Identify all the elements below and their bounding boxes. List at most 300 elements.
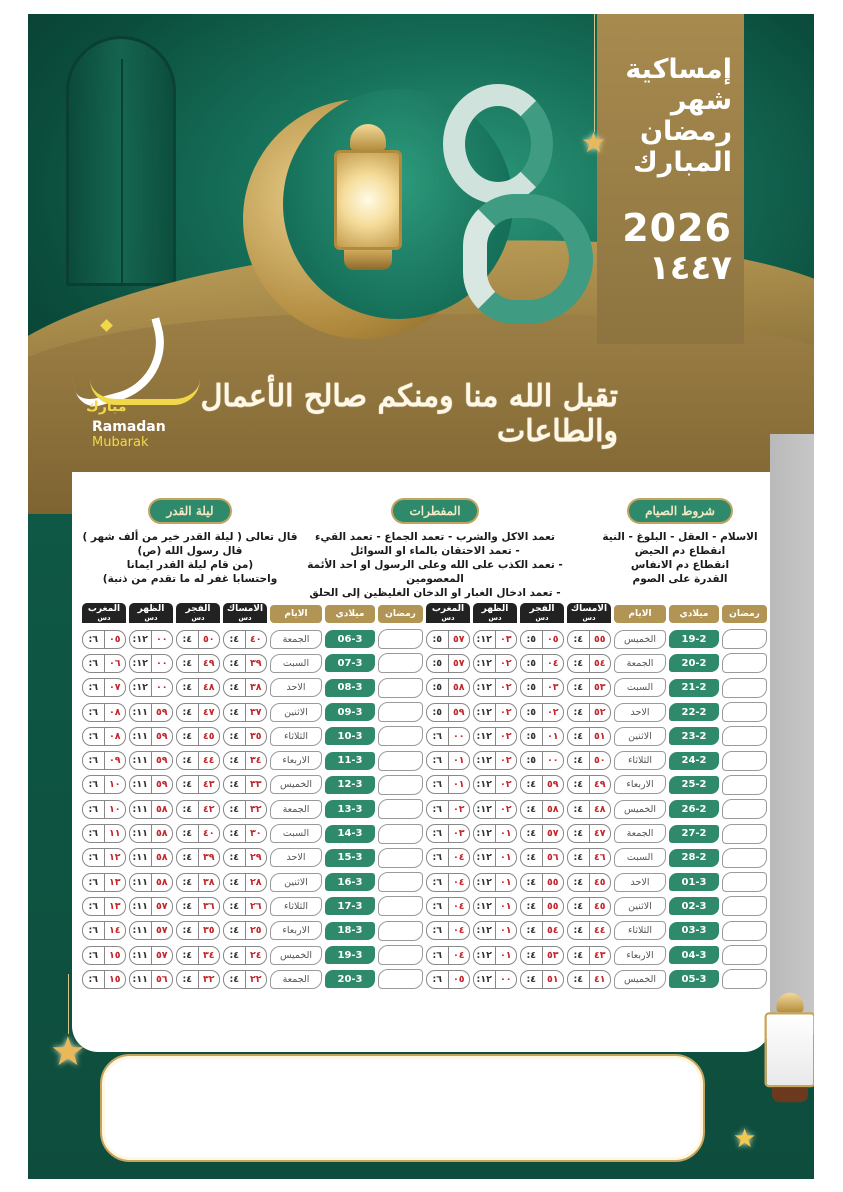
header-gregorian: ميلادي	[325, 605, 375, 623]
ramadan-day-field[interactable]	[722, 653, 767, 673]
hours: ٤:	[176, 824, 199, 843]
time-maghrib	[426, 678, 470, 697]
minutes: ٤٣	[590, 946, 612, 965]
ramadan-day-field[interactable]	[378, 799, 423, 819]
hours: ١٢:	[473, 897, 496, 916]
time-fajr	[520, 630, 564, 649]
minutes: ٥٧	[449, 630, 471, 649]
gregorian-date: 19-2	[669, 630, 719, 648]
minutes: ٠١	[449, 775, 471, 794]
hours: ٤:	[176, 751, 199, 770]
time-imsak	[567, 775, 611, 794]
time-dhuhr	[473, 630, 517, 649]
hours: ١١:	[129, 800, 152, 819]
minutes: ٣٨	[246, 678, 268, 697]
time-dhuhr	[473, 897, 517, 916]
minutes: ٤٠	[246, 630, 268, 649]
hours: ٦:	[82, 946, 105, 965]
minutes: ٠٣	[543, 678, 565, 697]
minutes: ٣٥	[199, 921, 221, 940]
time-fajr	[176, 751, 220, 770]
time-dhuhr	[473, 727, 517, 746]
header-maghrib: المغرب دس	[82, 603, 126, 623]
hours: ١٢:	[473, 873, 496, 892]
gregorian-date: 25-2	[669, 776, 719, 794]
minutes: ٥٧	[152, 946, 174, 965]
hours: ١١:	[129, 921, 152, 940]
table-row	[78, 748, 423, 772]
time-dhuhr	[129, 727, 173, 746]
hours: ٦:	[426, 775, 449, 794]
ramadan-day-field[interactable]	[722, 969, 767, 989]
minutes: ٤٧	[199, 703, 221, 722]
header-fajr: الفجر دس	[176, 603, 220, 623]
hours: ٥:	[520, 751, 543, 770]
hours: ٤:	[567, 703, 590, 722]
table-row	[78, 919, 423, 943]
minutes: ٠١	[496, 824, 518, 843]
ramadan-day-field[interactable]	[378, 921, 423, 941]
weekday: الاحد	[614, 873, 666, 892]
hours: ٤:	[223, 921, 246, 940]
weekday: الخميس	[614, 970, 666, 989]
time-fajr	[520, 921, 564, 940]
time-dhuhr	[129, 630, 173, 649]
time-imsak	[223, 751, 267, 770]
gregorian-date: 21-2	[669, 679, 719, 697]
section-line: انقطاع دم الانفاس	[630, 559, 730, 571]
gregorian-date: 02-3	[669, 897, 719, 915]
minutes: ٣٤	[246, 751, 268, 770]
hours: ٦:	[82, 678, 105, 697]
section-line: (من قام ليلة القدر ايمانا	[126, 559, 254, 571]
table-row	[422, 894, 767, 918]
ramadan-day-field[interactable]	[722, 702, 767, 722]
time-maghrib	[426, 630, 470, 649]
logo-english-line2: Mubarak	[92, 435, 149, 450]
time-imsak	[223, 775, 267, 794]
hours: ٦:	[426, 727, 449, 746]
ramadan-day-field[interactable]	[378, 896, 423, 916]
time-dhuhr	[129, 824, 173, 843]
minutes: ١٤	[105, 921, 127, 940]
section-fasting-conditions	[595, 498, 765, 586]
table-row	[422, 919, 767, 943]
hours: ٤:	[567, 946, 590, 965]
star-icon: ★	[733, 1124, 757, 1154]
time-dhuhr	[129, 654, 173, 673]
gregorian-date: 12-3	[325, 776, 375, 794]
weekday: الجمعة	[270, 800, 322, 819]
side-gray-bar	[770, 434, 814, 1034]
minutes: ٥٩	[152, 727, 174, 746]
hours: ٤:	[223, 630, 246, 649]
weekday: الجمعة	[270, 970, 322, 989]
time-maghrib	[82, 727, 126, 746]
ramadan-day-field[interactable]	[722, 848, 767, 868]
minutes: ٠٠	[543, 751, 565, 770]
gregorian-date: 07-3	[325, 654, 375, 672]
header-day: الايام	[270, 605, 322, 623]
hours: ٤:	[176, 678, 199, 697]
time-maghrib	[426, 654, 470, 673]
minutes: ٢٦	[246, 897, 268, 916]
ramadan-day-field[interactable]	[722, 896, 767, 916]
time-fajr	[176, 727, 220, 746]
time-fajr	[520, 727, 564, 746]
hours: ٦:	[82, 897, 105, 916]
hours: ٦:	[82, 654, 105, 673]
hours: ٤:	[223, 727, 246, 746]
header-fajr: الفجر دس	[520, 603, 564, 623]
weekday: الاربعاء	[614, 775, 666, 794]
time-imsak	[567, 630, 611, 649]
hours: ٤:	[223, 946, 246, 965]
hours: ١١:	[129, 970, 152, 989]
time-imsak	[223, 678, 267, 697]
time-fajr	[176, 775, 220, 794]
table-header	[78, 603, 423, 623]
time-maghrib	[82, 678, 126, 697]
hours: ٦:	[426, 824, 449, 843]
hours: ٥:	[520, 630, 543, 649]
hours: ١٢:	[473, 727, 496, 746]
minutes: ٥٧	[152, 897, 174, 916]
time-dhuhr	[473, 970, 517, 989]
minutes: ٤٤	[590, 921, 612, 940]
minutes: ٣٥	[246, 727, 268, 746]
hours: ٤:	[223, 848, 246, 867]
ramadan-day-field[interactable]	[722, 799, 767, 819]
ramadan-day-field[interactable]	[722, 872, 767, 892]
section-fast-invalidators	[290, 498, 580, 600]
minutes: ٥٥	[543, 873, 565, 892]
gregorian-date: 15-3	[325, 849, 375, 867]
minutes: ٣٨	[199, 873, 221, 892]
time-dhuhr	[129, 897, 173, 916]
hours: ٤:	[223, 751, 246, 770]
table-row	[78, 943, 423, 967]
time-imsak	[223, 921, 267, 940]
ramadan-day-field[interactable]	[722, 629, 767, 649]
time-maghrib	[426, 848, 470, 867]
hours: ٤:	[520, 800, 543, 819]
minutes: ٤٩	[199, 654, 221, 673]
hours: ٤:	[176, 873, 199, 892]
time-imsak	[567, 703, 611, 722]
hours: ٤:	[223, 703, 246, 722]
weekday: الاثنين	[614, 727, 666, 746]
minutes: ٠٨	[105, 703, 127, 722]
time-imsak	[223, 873, 267, 892]
time-maghrib	[426, 751, 470, 770]
hours: ٦:	[426, 751, 449, 770]
hours: ٤:	[223, 970, 246, 989]
minutes: ٠٥	[449, 970, 471, 989]
section-line: انقطاع دم الحيض	[634, 545, 726, 557]
title-line: رمضان	[639, 116, 732, 147]
hours: ٦:	[426, 897, 449, 916]
time-imsak	[223, 654, 267, 673]
ramadan-day-field[interactable]	[378, 629, 423, 649]
section-line: قال رسول الله (ص)	[137, 545, 243, 557]
minutes: ٥٧	[449, 654, 471, 673]
time-maghrib	[426, 946, 470, 965]
section-title-badge: شروط الصيام	[627, 498, 733, 524]
time-imsak	[223, 970, 267, 989]
hours: ٦:	[82, 824, 105, 843]
time-maghrib	[426, 703, 470, 722]
time-fajr	[176, 970, 220, 989]
minutes: ٣٧	[246, 703, 268, 722]
table-row	[422, 797, 767, 821]
time-imsak	[223, 630, 267, 649]
header-gregorian: ميلادي	[669, 605, 719, 623]
minutes: ٤٩	[590, 775, 612, 794]
hours: ١١:	[129, 727, 152, 746]
minutes: ٠٣	[496, 630, 518, 649]
minutes: ٠١	[496, 946, 518, 965]
gregorian-date: 10-3	[325, 727, 375, 745]
weekday: الخميس	[614, 800, 666, 819]
weekday: الاحد	[270, 848, 322, 867]
minutes: ٢٨	[246, 873, 268, 892]
minutes: ٣٠	[246, 824, 268, 843]
hours: ١١:	[129, 824, 152, 843]
minutes: ٠٤	[449, 946, 471, 965]
ramadan-day-field[interactable]	[378, 751, 423, 771]
minutes: ١٣	[105, 897, 127, 916]
minutes: ١٥	[105, 946, 127, 965]
time-imsak	[567, 921, 611, 940]
minutes: ٥٩	[152, 775, 174, 794]
time-dhuhr	[473, 921, 517, 940]
gregorian-date: 09-3	[325, 703, 375, 721]
minutes: ٥٣	[543, 946, 565, 965]
time-imsak	[567, 678, 611, 697]
hours: ١١:	[129, 848, 152, 867]
hours: ٤:	[567, 848, 590, 867]
gregorian-year: 2026	[622, 206, 732, 250]
time-fajr	[520, 824, 564, 843]
ramadan-day-field[interactable]	[722, 775, 767, 795]
minutes: ٢٢	[246, 970, 268, 989]
time-maghrib	[426, 921, 470, 940]
time-dhuhr	[473, 775, 517, 794]
minutes: ٠٢	[449, 800, 471, 819]
gregorian-date: 04-3	[669, 946, 719, 964]
minutes: ٥٧	[543, 824, 565, 843]
hours: ٤:	[176, 970, 199, 989]
ramadan-day-field[interactable]	[722, 921, 767, 941]
minutes: ٥٨	[543, 800, 565, 819]
hours: ٤:	[567, 873, 590, 892]
minutes: ٤٥	[199, 727, 221, 746]
ramadan-day-field[interactable]	[378, 969, 423, 989]
minutes: ٥٨	[152, 800, 174, 819]
title-line: المبارك	[633, 147, 732, 178]
minutes: ٥٠	[199, 630, 221, 649]
minutes: ٥٣	[590, 678, 612, 697]
section-line: تعمد الاكل والشرب - تعمد الجماع - تعمد القيء	[315, 531, 555, 543]
hours: ٥:	[426, 678, 449, 697]
time-dhuhr	[129, 751, 173, 770]
table-row	[78, 627, 423, 651]
hours: ٥:	[520, 654, 543, 673]
minutes: ٣٦	[199, 897, 221, 916]
time-imsak	[223, 897, 267, 916]
hours: ١٢:	[473, 824, 496, 843]
time-fajr	[520, 970, 564, 989]
time-fajr	[176, 897, 220, 916]
ramadan-day-field[interactable]	[378, 848, 423, 868]
hours: ٤:	[176, 727, 199, 746]
weekday: الخميس	[270, 946, 322, 965]
ramadan-day-field[interactable]	[378, 678, 423, 698]
time-imsak	[223, 703, 267, 722]
minutes: ٠٤	[449, 897, 471, 916]
weekday: الخميس	[270, 775, 322, 794]
hours: ٤:	[520, 775, 543, 794]
minutes: ٠٢	[543, 703, 565, 722]
minutes: ٥٤	[590, 654, 612, 673]
header-ramadan: رمضان	[722, 605, 767, 623]
logo-english-line1: Ramadan	[92, 419, 166, 435]
hours: ٦:	[82, 848, 105, 867]
ramadan-day-field[interactable]	[378, 726, 423, 746]
minutes: ٢٤	[246, 946, 268, 965]
gregorian-date: 13-3	[325, 800, 375, 818]
gregorian-date: 27-2	[669, 825, 719, 843]
ramadan-day-field[interactable]	[378, 824, 423, 844]
hours: ٤:	[520, 824, 543, 843]
minutes: ٤٦	[590, 848, 612, 867]
table-row	[422, 724, 767, 748]
header-ramadan: رمضان	[378, 605, 423, 623]
time-maghrib	[426, 800, 470, 819]
hours: ٦:	[82, 775, 105, 794]
weekday: السبت	[270, 824, 322, 843]
weekday: الاحد	[270, 678, 322, 697]
hours: ١٢:	[473, 654, 496, 673]
time-maghrib	[426, 727, 470, 746]
time-dhuhr	[129, 678, 173, 697]
section-laylat-alqadr	[80, 498, 300, 586]
weekday: الثلاثاء	[614, 751, 666, 770]
time-dhuhr	[473, 824, 517, 843]
time-imsak	[567, 751, 611, 770]
table-row	[422, 748, 767, 772]
hours: ١١:	[129, 897, 152, 916]
ramadan-day-field[interactable]	[378, 653, 423, 673]
hours: ١٢:	[473, 751, 496, 770]
minutes: ١٠	[105, 800, 127, 819]
hours: ٤:	[176, 654, 199, 673]
ramadan-day-field[interactable]	[378, 775, 423, 795]
hours: ٦:	[82, 800, 105, 819]
time-imsak	[567, 824, 611, 843]
ramadan-day-field[interactable]	[378, 702, 423, 722]
hijri-year: ١٤٤٧	[648, 248, 732, 288]
ramadan-day-field[interactable]	[722, 751, 767, 771]
time-fajr	[520, 946, 564, 965]
minutes: ٠١	[496, 873, 518, 892]
table-row	[422, 651, 767, 675]
hours: ٤:	[176, 630, 199, 649]
minutes: ٠٢	[496, 751, 518, 770]
weekday: الاربعاء	[270, 751, 322, 770]
hours: ٤:	[176, 897, 199, 916]
minutes: ٤٨	[590, 800, 612, 819]
table-row	[422, 821, 767, 845]
minutes: ٠٣	[449, 824, 471, 843]
time-fajr	[520, 703, 564, 722]
table-row	[422, 773, 767, 797]
time-fajr	[176, 946, 220, 965]
minutes: ٥٩	[543, 775, 565, 794]
time-maghrib	[82, 848, 126, 867]
minutes: ٥٢	[590, 703, 612, 722]
minutes: ٤٥	[590, 873, 612, 892]
ramadan-day-field[interactable]	[722, 945, 767, 965]
hours: ٤:	[567, 678, 590, 697]
minutes: ٠٩	[105, 751, 127, 770]
table-row	[78, 846, 423, 870]
minutes: ٠٦	[105, 654, 127, 673]
minutes: ٠٠	[152, 654, 174, 673]
ramadan-day-field[interactable]	[378, 945, 423, 965]
minutes: ٤٥	[590, 897, 612, 916]
minutes: ٣٩	[246, 654, 268, 673]
minutes: ٠٢	[496, 775, 518, 794]
header-imsak: الامساك دس	[223, 603, 267, 623]
ramadan-day-field[interactable]	[722, 824, 767, 844]
minutes: ٥١	[543, 970, 565, 989]
hours: ٦:	[82, 921, 105, 940]
hours: ٤:	[567, 775, 590, 794]
time-dhuhr	[473, 873, 517, 892]
hours: ٤:	[567, 824, 590, 843]
time-maghrib	[426, 897, 470, 916]
weekday: السبت	[270, 654, 322, 673]
minutes: ٤٧	[590, 824, 612, 843]
table-row	[78, 700, 423, 724]
time-maghrib	[82, 897, 126, 916]
minutes: ١٠	[105, 775, 127, 794]
ramadan-day-field[interactable]	[722, 678, 767, 698]
time-dhuhr	[473, 654, 517, 673]
table-header	[422, 603, 767, 623]
timetable-right	[422, 603, 767, 991]
minutes: ٣٢	[199, 970, 221, 989]
ramadan-day-field[interactable]	[722, 726, 767, 746]
weekday: الثلاثاء	[270, 897, 322, 916]
minutes: ٥٩	[449, 703, 471, 722]
gregorian-date: 23-2	[669, 727, 719, 745]
hours: ٤:	[223, 678, 246, 697]
gregorian-date: 20-2	[669, 654, 719, 672]
minutes: ٤٠	[199, 824, 221, 843]
weekday: الجمعة	[614, 824, 666, 843]
minutes: ٥٦	[152, 970, 174, 989]
minutes: ٠٤	[449, 873, 471, 892]
ramadan-day-field[interactable]	[378, 872, 423, 892]
hours: ٤:	[520, 921, 543, 940]
table-row	[422, 943, 767, 967]
time-dhuhr	[129, 703, 173, 722]
minutes: ٤٢	[199, 800, 221, 819]
minutes: ١١	[105, 824, 127, 843]
